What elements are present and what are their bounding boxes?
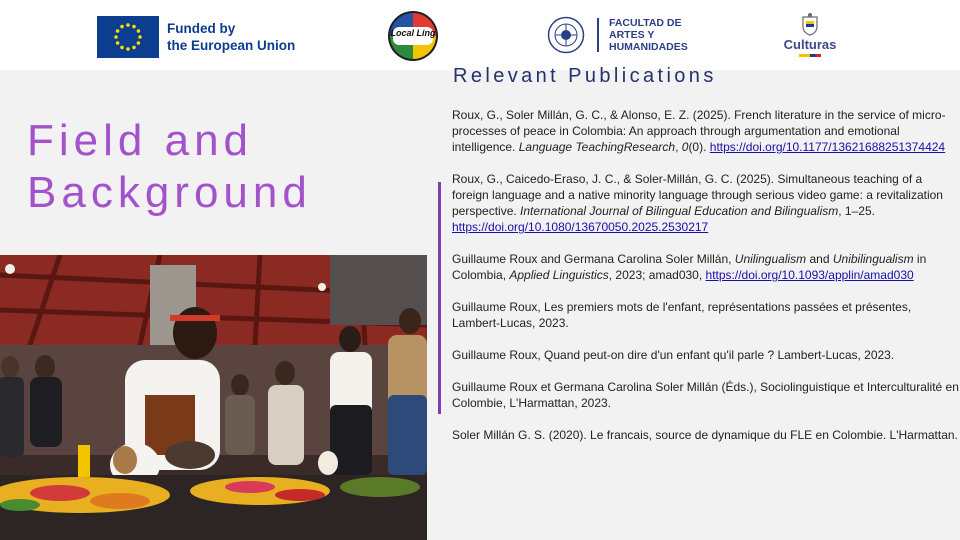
pub-text: , [675,140,682,154]
culturas-wordmark: Culturas [783,37,837,52]
faculty-divider [597,18,599,52]
eu-funding-logo [97,16,295,58]
publications-list [452,107,960,459]
pub-text: (0). [688,140,710,154]
slide-title [27,115,407,219]
ceremony-photo [0,255,427,540]
pub-text: Roux, G., Caicedo-Eraso, J. C., & Soler-Millán, G. C. (2025). Simultaneous teaching of a foreign language and a native minority language through serious video game: a revitalization perspective. [452,172,943,218]
pub-text: , 1–25. [838,204,875,218]
publications-heading: Relevant Publications [453,65,717,87]
colombia-flag-stripe [799,54,821,57]
eu-text-line1: Funded by [167,21,236,36]
pub-journal: Language TeachingResearch [518,140,676,154]
pub-text: Guillaume Roux and Germana Carolina Soler Millán, [452,252,735,266]
university-seal-icon [547,16,585,54]
faculty-text-line3: HUMANIDADES [609,41,688,53]
pub-text: in Colombia, [452,252,927,282]
slide-title-line1: Field and [27,116,254,165]
faculty-text-line1: FACULTAD DE [609,17,682,29]
pub-text: , 2023; amad030, [608,268,706,282]
pub-text: Roux, G., Soler Millán, G. C., & Alonso, E. Z. (2025). French literature in the service of micro-processes of peace in Colombia: An approach through argumentation and emotional intelligence. [452,108,946,154]
pub-term: Unilingualism [734,252,807,266]
publication-item: Guillaume Roux, Quand peut-on dire d'un enfant qu'il parle ? Lambert-Lucas, 2023. [452,348,895,362]
eu-flag-icon [97,16,159,58]
slide-title-line2: Background [27,168,312,217]
pub-doi-link[interactable]: https://doi.org/10.1177/13621688251374424 [709,140,946,154]
accent-bar [438,182,441,414]
publication-item: Guillaume Roux, Les premiers mots de l'enfant, représentations passées et présentes, Lambert-Lucas, 2023. [452,300,912,330]
logo-header [0,0,960,70]
pub-volume: 0 [681,140,689,154]
publication-item [452,251,960,283]
publication-item [452,171,960,235]
pub-text: and [806,252,833,266]
faculty-text-line2: ARTES Y [609,29,655,41]
publication-item: Guillaume Roux et Germana Carolina Soler Millán (Éds.), Sociolinguistique et Interculturalité en Colombie, L'Harmattan, 2023. [452,380,959,410]
pub-journal: Applied Linguistics [509,268,609,282]
culturas-logo [776,12,844,57]
pub-doi-link[interactable]: https://doi.org/10.1093/applin/amad030 [705,268,914,282]
local-ling-wordmark: Local Ling [390,28,436,38]
coat-of-arms-icon [800,12,820,36]
faculty-logo [547,16,688,54]
pub-journal: International Journal of Bilingual Education and Bilingualism [520,204,839,218]
local-ling-logo [387,10,439,62]
eu-text-line2: the European Union [167,38,296,53]
publication-item: Soler Millán G. S. (2020). Le francais, source de dynamique du FLE en Colombie. L'Harmattan. [452,428,958,442]
pub-doi-link[interactable]: https://doi.org/10.1080/13670050.2025.2530217 [452,220,709,234]
pub-term: Unibilingualism [832,252,914,266]
publication-item [452,107,960,155]
